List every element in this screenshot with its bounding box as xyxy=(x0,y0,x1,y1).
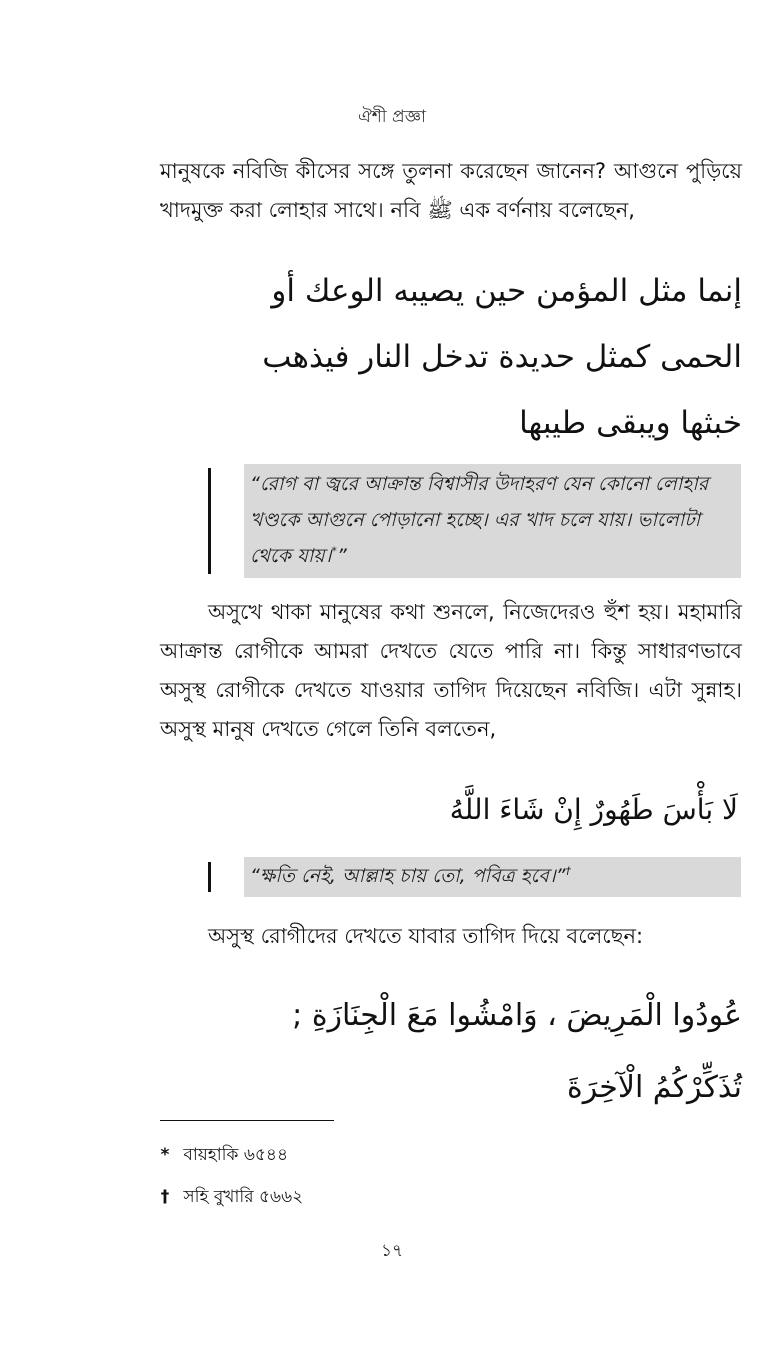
page-number: ১৭ xyxy=(380,1241,404,1261)
quote-2-text: “ক্ষতি নেই, আল্লাহ চায় তো, পবিত্র হবে।” xyxy=(250,865,566,887)
arabic-hadith-2: عُودُوا الْمَرِيضَ ، وَامْشُوا مَعَ الْجِنَازَةِ ; تُذَكِّرْكُمُ الْآخِرَةَ xyxy=(292,998,742,1105)
quote-1-close: ” xyxy=(336,545,347,567)
body-paragraph-2: অসুখে থাকা মানুষের কথা শুনলে, নিজেদেরও হুঁশ হয়। মহামারি আক্রান্ত রোগীকে আমরা দেখতে যেতে পারি না। কিন্তু সাধারণভাবে অসুস্থ রোগীকে দেখতে যাওয়ার তাগিদ দিয়েছেন নবিজি। এটা সুন্নাহ। অসুস্থ মানুষ দেখতে গেলে তিনি বলতেন, xyxy=(160,600,742,741)
quote-1-text: “রোগ বা জ্বরে আক্রান্ত বিশ্বাসীর উদাহরণ যেন কোনো লোহার খণ্ডকে আগুনে পোড়ানো হচ্ছে। এর খাদ চলে যায়। ভালোটা থেকে যায়। xyxy=(250,473,709,567)
footnote-1 xyxy=(152,1142,288,1170)
footnote-divider xyxy=(160,1120,334,1121)
translation-quote-2 xyxy=(244,857,741,897)
footnote-2-text: সহি বুখারি ৫৬৬২ xyxy=(183,1187,304,1207)
quote-bar-1 xyxy=(208,468,211,574)
running-head: ঐশী প্রজ্ঞা xyxy=(358,107,426,127)
footnote-2 xyxy=(152,1184,303,1212)
translation-quote-1 xyxy=(244,464,741,578)
arabic-dua: لَا بَأْسَ طَهُورٌ إِنْ شَاءَ اللَّهُ xyxy=(449,793,738,826)
footnote-1-text: বায়হাকি ৬৫৪৪ xyxy=(183,1145,288,1165)
footnote-ref-star[interactable]: * xyxy=(331,544,337,558)
quote-bar-2 xyxy=(208,862,211,892)
arabic-hadith-1: إنما مثل المؤمن حين يصيبه الوعك أو الحمى كمثل حديدة تدخل النار فيذهب خبثها ويبقى طيبها xyxy=(262,273,742,441)
footnote-2-mark: † xyxy=(160,1187,170,1207)
body-paragraph-3: অসুস্থ রোগীদের দেখতে যাবার তাগিদ দিয়ে বলেছেন: xyxy=(208,924,644,948)
body-paragraph-1: মানুষকে নবিজি কীসের সঙ্গে তুলনা করেছেন জানেন? আগুনে পুড়িয়ে খাদমুক্ত করা লোহার সাথে। নবি ﷺ এক বর্ণনায় বলেছেন, xyxy=(160,159,742,222)
footnote-1-mark: * xyxy=(160,1145,170,1165)
footnote-ref-dagger[interactable]: † xyxy=(565,864,571,878)
